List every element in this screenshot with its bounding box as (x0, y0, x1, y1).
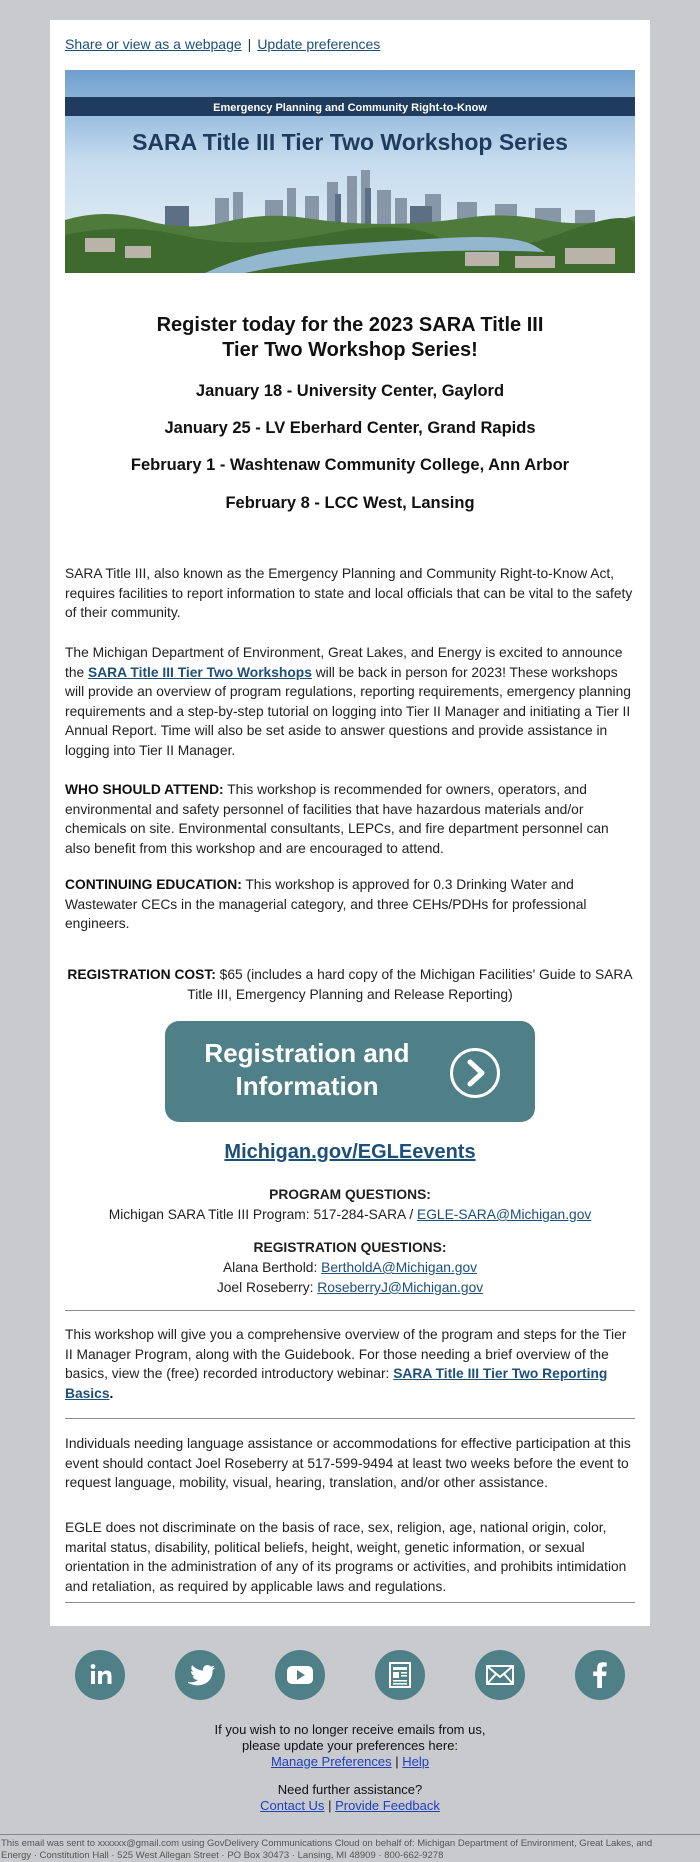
banner-subtitle: Emergency Planning and Community Right-to-Know (213, 102, 487, 114)
nondiscrimination-paragraph: EGLE does not discriminate on the basis of race, sex, religion, age, national origin, color, marital status, disability, political beliefs, height, weight, genetic information, or sexual orientation in the administration of any of its programs or activities, and prohibits intimidation and retaliation, as required by applicable laws and regulations. (65, 1520, 627, 1594)
email-button[interactable] (475, 1650, 525, 1700)
assistance-text: Need further assistance? (277, 1782, 423, 1797)
fine-print-line-1: This email was sent to xxxxxx@gmail.com using GovDelivery Communications Cloud on behalf of: Michigan Department of Environment, Great Lakes, and (1, 1838, 653, 1849)
registration-contact-2 (65, 1278, 635, 1298)
program-email-link[interactable]: EGLE-SARA@Michigan.gov (417, 1207, 592, 1222)
email-icon (475, 1650, 525, 1700)
divider-1 (65, 1310, 635, 1311)
registration-contact-1 (65, 1258, 635, 1278)
intro-paragraph: SARA Title III, also known as the Emergency Planning and Community Right-to-Know Act, requires facilities to report information to state and local officials that can be vital to the safety of their community. (65, 566, 633, 620)
overview-paragraph (65, 1325, 635, 1403)
workshop-date-3: February 1 - Washtenaw Community College, Ann Arbor (130, 456, 570, 474)
registration-questions-heading: REGISTRATION QUESTIONS: (253, 1240, 447, 1255)
workshops-link[interactable]: SARA Title III Tier Two Workshops (88, 664, 312, 680)
news-button[interactable] (375, 1650, 425, 1700)
preferences-links (0, 1754, 700, 1770)
contact-us-link[interactable]: Contact Us (260, 1798, 325, 1813)
events-link-wrap (65, 1141, 635, 1164)
top-links-separator: | (247, 36, 252, 52)
announcement-text-start: The Michigan Department of Environment, Great Lakes, and Energy is excited to announce the (65, 645, 623, 680)
workshop-date-4: February 8 - LCC West, Lansing (225, 494, 475, 512)
program-contact-text: Michigan SARA Title III Program: 517-284-SARA / (108, 1207, 417, 1222)
fine-print-line-2: Energy · Constitution Hall · 525 West Allegan Street · PO Box 30473 · Lansing, MI 48909 · 800-662-9278 (1, 1850, 444, 1861)
registration-heading (65, 313, 635, 363)
facebook-button[interactable] (575, 1650, 625, 1700)
registration-heading-line1: Register today for the 2023 SARA Title III (156, 314, 544, 336)
contact-2-email-link[interactable]: RoseberryJ@Michigan.gov (317, 1280, 484, 1295)
who-should-attend-label: WHO SHOULD ATTEND: (65, 782, 224, 797)
divider-3 (65, 1602, 635, 1603)
top-links (65, 36, 635, 52)
continuing-education-label: CONTINUING EDUCATION: (65, 877, 242, 892)
facebook-icon (575, 1650, 625, 1700)
youtube-icon (275, 1650, 325, 1700)
share-link[interactable]: Share or view as a webpage (65, 36, 242, 52)
continuing-education-text: This workshop is approved for 0.3 Drinking Water and Wastewater CECs in the managerial category, and three CEHs/PDHs for professional engineers. (65, 877, 587, 931)
continuing-education-paragraph (65, 875, 635, 934)
who-should-attend-paragraph (65, 780, 635, 858)
assistance-separator: | (328, 1798, 332, 1813)
events-link[interactable]: Michigan.gov/EGLEevents (224, 1141, 476, 1163)
update-preferences-link[interactable]: Update preferences (257, 36, 381, 52)
workshop-date-1: January 18 - University Center, Gaylord (195, 382, 505, 400)
unsubscribe-line-2: please update your preferences here: (241, 1738, 459, 1753)
footer-divider (0, 1834, 700, 1835)
contact-1-name: Alana Berthold: (222, 1260, 322, 1275)
registration-cost-text: $65 (includes a hard copy of the Michigan Facilities' Guide to SARA Title III, Emergency Planning and Release Reporting) (187, 967, 633, 1002)
contact-1-email-link[interactable]: BertholdA@Michigan.gov (321, 1260, 478, 1275)
announcement-text-end: will be back in person for 2023! These workshops will provide an overview of program regulations, reporting requirements, emergency planning requirements and a step-by-step tutorial on logging into Tier II Manager and initiating a Tier II Annual Report. Time will also be set aside to answer questions and provide assistance in logging into Tier II Manager. (65, 664, 631, 758)
registration-questions-block (65, 1238, 635, 1298)
unsubscribe-block (0, 1722, 700, 1770)
program-questions-heading: PROGRAM QUESTIONS: (269, 1187, 431, 1202)
banner-graphic (65, 70, 635, 273)
announcement-paragraph (65, 643, 635, 760)
contact-2-name: Joel Roseberry: (216, 1280, 318, 1295)
registration-button-label: Registration and Information (204, 1038, 410, 1101)
banner-image (65, 70, 635, 273)
twitter-button[interactable] (175, 1650, 225, 1700)
provide-feedback-link[interactable]: Provide Feedback (335, 1798, 440, 1813)
who-should-attend-text: This workshop is recommended for owners, operators, and environmental and safety personnel of facilities that have hazardous materials and/or chemicals on site. Environmental consultants, LEPCs, and fire department personnel can also benefit from this workshop and are encouraged to attend. (65, 782, 609, 856)
registration-heading-line2: Tier Two Workshop Series! (222, 339, 478, 361)
linkedin-button[interactable] (75, 1650, 125, 1700)
accommodation-paragraph: Individuals needing language assistance or accommodations for effective participation at this event should contact Joel Roseberry at 517-599-9494 at least two weeks before the event to request language, mobility, visual, hearing, translation, and/or other assistance. (65, 1436, 631, 1490)
program-contact-line (65, 1205, 635, 1225)
assistance-block (0, 1782, 700, 1814)
webinar-link[interactable]: SARA Title III Tier Two Reporting Basics (65, 1366, 608, 1401)
arrow-right-icon (450, 1048, 500, 1098)
fine-print (0, 1838, 700, 1862)
registration-cost-label: REGISTRATION COST: (67, 967, 216, 982)
divider-2 (65, 1418, 635, 1419)
youtube-button[interactable] (275, 1650, 325, 1700)
linkedin-icon (75, 1650, 125, 1700)
manage-preferences-link[interactable]: Manage Preferences (270, 1754, 392, 1769)
twitter-icon (175, 1650, 225, 1700)
registration-cost-paragraph (65, 965, 635, 1004)
help-link[interactable]: Help (402, 1754, 430, 1769)
email-card (50, 20, 650, 1626)
overview-text: This workshop will give you a comprehensive overview of the program and steps for the Tier II Manager Program, along with the Guidebook. For those needing a brief overview of the basics, view the (free) recorded introductory webinar: (65, 1327, 627, 1381)
assistance-links (0, 1798, 700, 1814)
registration-button[interactable] (165, 1021, 535, 1122)
workshop-date-2: January 25 - LV Eberhard Center, Grand Rapids (164, 419, 536, 437)
banner-title: SARA Title III Tier Two Workshop Series (132, 129, 568, 155)
preferences-separator: | (395, 1754, 399, 1769)
unsubscribe-line-1: If you wish to no longer receive emails from us, (214, 1722, 486, 1737)
overview-end: . (109, 1385, 114, 1401)
program-questions-block (65, 1185, 635, 1225)
news-icon (375, 1650, 425, 1700)
